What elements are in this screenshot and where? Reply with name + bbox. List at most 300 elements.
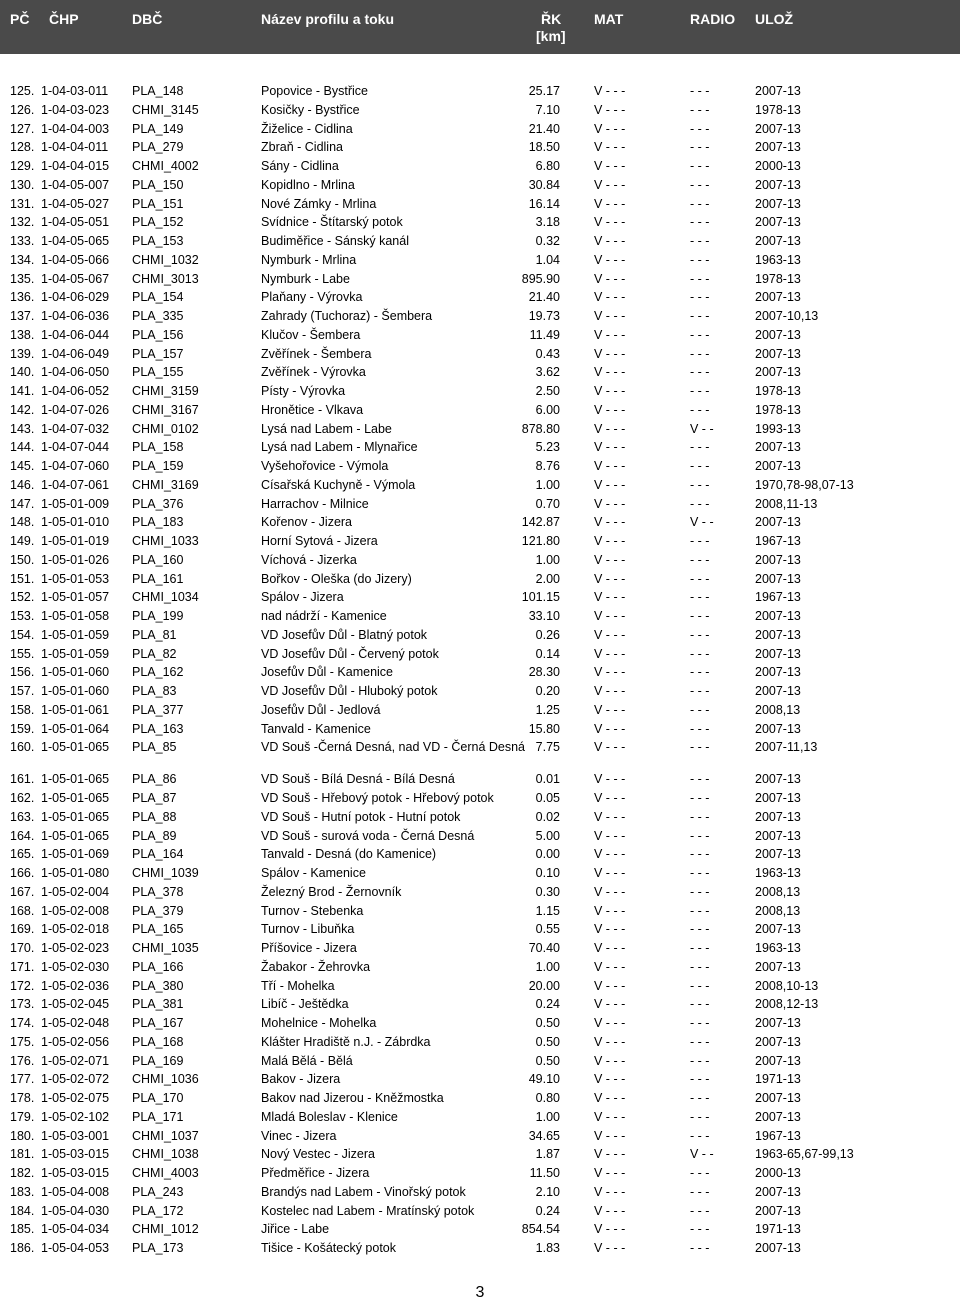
row-number: 172. [10, 978, 35, 993]
row-number: 131. [10, 196, 35, 211]
dbc-code: PLA_160 [132, 552, 184, 567]
table-row [0, 626, 960, 645]
profile-name: Turnov - Libuňka [261, 922, 355, 937]
table-row [0, 195, 960, 214]
chp-code: 1-05-01-019 [41, 534, 110, 548]
chp-code: 1-04-05-065 [41, 234, 110, 248]
storage-years: 2007-13 [755, 959, 801, 974]
profile-name: Kopidlno - Mrlina [261, 177, 355, 192]
chp-code: 1-04-03-023 [41, 102, 110, 117]
river-km: 0.32 [535, 234, 560, 248]
river-km: 3.18 [535, 215, 560, 230]
dbc-code: PLA_171 [132, 1109, 184, 1124]
table-row [0, 738, 960, 770]
chp-code: 1-04-07-032 [41, 421, 110, 436]
mat-flags: V - - - [594, 196, 626, 211]
row-number: 166. [10, 866, 35, 880]
dbc-code: PLA_376 [132, 496, 184, 511]
mat-flags: V - - - [594, 384, 626, 398]
table-row [0, 1108, 960, 1127]
table-row [0, 701, 960, 720]
table-row [0, 101, 960, 120]
dbc-code: PLA_243 [132, 1184, 184, 1199]
profile-name: Železný Brod - Žernovník [261, 884, 402, 899]
mat-flags: V - - - [594, 903, 626, 918]
dbc-code: PLA_172 [132, 1203, 184, 1218]
dbc-code: PLA_183 [132, 515, 184, 530]
storage-years: 2007-10,13 [755, 309, 819, 323]
storage-years: 2007-13 [755, 552, 801, 567]
chp-code: 1-05-01-065 [41, 828, 110, 843]
table-row [0, 157, 960, 176]
mat-flags: V - - - [594, 884, 626, 899]
river-km: 0.00 [535, 847, 560, 862]
dbc-code: CHMI_3145 [132, 102, 199, 117]
river-km: 895.90 [521, 271, 560, 286]
dbc-code: PLA_169 [132, 1053, 184, 1068]
table-row [0, 827, 960, 846]
chp-code: 1-04-06-052 [41, 384, 110, 398]
chp-code: 1-04-07-060 [41, 459, 110, 473]
profile-name: Bořkov - Oleška (do Jizery) [261, 571, 412, 586]
row-number: 134. [10, 252, 35, 267]
storage-years: 2008,13 [755, 702, 801, 717]
dbc-code: PLA_157 [132, 346, 184, 361]
dbc-code: PLA_163 [132, 721, 184, 736]
table-row [0, 939, 960, 958]
profile-name: VD Josefův Důl - Blatný potok [261, 627, 428, 642]
row-number: 151. [10, 571, 35, 586]
row-number: 164. [10, 828, 35, 843]
table-row [0, 138, 960, 157]
profile-name: Žiželice - Cidlina [261, 121, 353, 136]
dbc-code: PLA_153 [132, 234, 184, 248]
storage-years: 2007-13 [755, 515, 801, 530]
table-row [0, 532, 960, 551]
river-km: 101.15 [521, 590, 560, 605]
row-number: 158. [10, 702, 35, 717]
profile-name: VD Souš - Hřebový potok - Hřebový potok [261, 791, 494, 805]
radio-flags: - - - [690, 440, 710, 455]
river-km: 11.49 [529, 327, 560, 342]
radio-flags: - - - [690, 552, 710, 567]
mat-flags: V - - - [594, 922, 626, 937]
profile-name: VD Josefův Důl - Červený potok [261, 646, 439, 661]
river-km: 0.20 [535, 684, 560, 698]
row-number: 146. [10, 477, 35, 492]
mat-flags: V - - - [594, 290, 626, 305]
river-km: 30.84 [528, 177, 560, 192]
storage-years: 2007-13 [755, 922, 801, 937]
storage-years: 2007-13 [755, 847, 801, 862]
radio-flags: - - - [690, 884, 710, 899]
table-row [0, 120, 960, 139]
dbc-code: PLA_378 [132, 884, 184, 899]
row-number: 168. [10, 903, 35, 918]
storage-years: 1971-13 [755, 1222, 801, 1237]
radio-flags: - - - [690, 196, 710, 211]
radio-flags: - - - [690, 903, 710, 918]
dbc-code: PLA_279 [132, 140, 184, 155]
chp-code: 1-04-05-007 [41, 177, 110, 192]
chp-code: 1-05-02-056 [41, 1034, 110, 1049]
mat-flags: V - - - [594, 309, 626, 323]
river-km: 1.00 [535, 477, 560, 492]
river-km: 2.10 [535, 1184, 560, 1199]
row-number: 183. [10, 1184, 35, 1199]
river-km: 0.10 [535, 866, 560, 880]
storage-years: 1971-13 [755, 1072, 801, 1087]
mat-flags: V - - - [594, 959, 626, 974]
radio-flags: - - - [690, 384, 710, 398]
header-radio: RADIO [690, 11, 736, 27]
storage-years: 2007-13 [755, 571, 801, 586]
row-number: 170. [10, 941, 35, 955]
storage-years: 2007-13 [755, 140, 801, 155]
mat-flags: V - - - [594, 1184, 626, 1199]
dbc-code: PLA_380 [132, 978, 184, 993]
dbc-code: CHMI_1038 [132, 1147, 199, 1162]
profile-name: VD Souš - Bílá Desná - Bílá Desná [261, 772, 455, 787]
storage-years: 2008,13 [755, 884, 801, 899]
radio-flags: - - - [690, 590, 710, 605]
chp-code: 1-05-02-075 [41, 1091, 110, 1105]
mat-flags: V - - - [594, 847, 626, 862]
profile-name: Malá Bělá - Bělá [261, 1053, 353, 1068]
mat-flags: V - - - [594, 327, 626, 342]
dbc-code: CHMI_1037 [132, 1128, 199, 1143]
river-km: 1.87 [535, 1147, 560, 1162]
storage-years: 1978-13 [755, 402, 801, 417]
chp-code: 1-04-04-011 [41, 140, 109, 155]
table-row [0, 789, 960, 808]
chp-code: 1-05-03-015 [41, 1166, 110, 1180]
mat-flags: V - - - [594, 1222, 626, 1237]
chp-code: 1-05-01-060 [41, 684, 110, 698]
chp-code: 1-04-07-044 [41, 440, 110, 455]
dbc-code: CHMI_0102 [132, 421, 199, 436]
radio-flags: - - - [690, 571, 710, 586]
chp-code: 1-04-06-050 [41, 365, 110, 380]
profile-name: Zvěřínek - Šembera [261, 346, 372, 361]
storage-years: 2007-13 [755, 627, 801, 642]
river-km: 33.10 [528, 609, 560, 623]
storage-years: 2007-13 [755, 215, 801, 230]
river-km: 0.80 [535, 1091, 560, 1105]
chp-code: 1-05-01-069 [41, 847, 110, 862]
radio-flags: - - - [690, 215, 710, 230]
dbc-code: PLA_89 [132, 828, 177, 843]
table-row [0, 977, 960, 996]
table-row [0, 382, 960, 401]
storage-years: 2008,12-13 [755, 997, 819, 1012]
mat-flags: V - - - [594, 665, 626, 680]
row-number: 136. [10, 290, 35, 305]
radio-flags: - - - [690, 477, 710, 492]
chp-code: 1-04-06-049 [41, 346, 110, 361]
dbc-code: CHMI_3013 [132, 271, 199, 286]
storage-years: 2007-13 [755, 440, 801, 455]
storage-years: 1967-13 [755, 534, 801, 548]
storage-years: 1978-13 [755, 102, 801, 117]
profile-name: Klučov - Šembera [261, 327, 361, 342]
dbc-code: PLA_166 [132, 959, 184, 974]
river-km: 0.01 [535, 772, 560, 787]
table-row [0, 663, 960, 682]
storage-years: 2007-13 [755, 196, 801, 211]
radio-flags: V - - [690, 1147, 714, 1162]
radio-flags: - - - [690, 496, 710, 511]
river-km: 25.17 [528, 84, 560, 98]
table-row [0, 588, 960, 607]
row-number: 133. [10, 234, 35, 248]
radio-flags: - - - [690, 941, 710, 955]
chp-code: 1-05-02-008 [41, 903, 110, 918]
profile-name: Lysá nad Labem - Labe [261, 421, 392, 436]
radio-flags: - - - [690, 121, 710, 136]
river-km: 0.50 [535, 1034, 560, 1049]
row-number: 142. [10, 402, 35, 417]
dbc-code: PLA_159 [132, 459, 184, 473]
storage-years: 1963-13 [755, 941, 801, 955]
mat-flags: V - - - [594, 496, 626, 511]
river-km: 0.70 [535, 496, 560, 511]
table-row [0, 682, 960, 701]
table-row [0, 645, 960, 664]
row-number: 184. [10, 1203, 35, 1218]
table-row [0, 1202, 960, 1221]
storage-years: 2007-13 [755, 1016, 801, 1030]
dbc-code: CHMI_1036 [132, 1072, 199, 1087]
radio-flags: - - - [690, 684, 710, 698]
radio-flags: V - - [690, 421, 714, 436]
storage-years: 2007-13 [755, 365, 801, 380]
table-row [0, 326, 960, 345]
profile-name: Lysá nad Labem - Mlynařice [261, 440, 418, 455]
profile-name: Plaňany - Výrovka [261, 290, 363, 305]
row-number: 160. [10, 740, 35, 755]
mat-flags: V - - - [594, 177, 626, 192]
river-km: 6.80 [535, 159, 560, 173]
profile-name: Tanvald - Kamenice [261, 721, 371, 736]
profile-name: Bakov nad Jizerou - Kněžmostka [261, 1091, 444, 1105]
river-km: 1.83 [535, 1241, 560, 1255]
profile-name: Zvěřínek - Výrovka [261, 365, 366, 380]
profile-name: Žabakor - Žehrovka [261, 959, 371, 974]
radio-flags: - - - [690, 1034, 710, 1049]
table-row [0, 920, 960, 939]
table-row [0, 307, 960, 326]
dbc-code: PLA_377 [132, 702, 184, 717]
storage-years: 2007-13 [755, 234, 801, 248]
dbc-code: PLA_85 [132, 740, 177, 755]
chp-code: 1-05-02-072 [41, 1072, 110, 1087]
profile-name: Popovice - Bystřice [261, 84, 368, 98]
radio-flags: - - - [690, 140, 710, 155]
table-row [0, 720, 960, 739]
row-number: 185. [10, 1222, 35, 1237]
chp-code: 1-05-01-058 [41, 609, 110, 623]
river-km: 21.40 [528, 121, 560, 136]
radio-flags: - - - [690, 847, 710, 862]
dbc-code: PLA_86 [132, 772, 177, 787]
radio-flags: - - - [690, 959, 710, 974]
radio-flags: - - - [690, 159, 710, 173]
profile-name: Kosičky - Bystřice [261, 102, 360, 117]
radio-flags: - - - [690, 609, 710, 623]
table-row [0, 1183, 960, 1202]
radio-flags: - - - [690, 1091, 710, 1105]
profile-name: Jiřice - Labe [261, 1222, 330, 1237]
river-km: 142.87 [521, 515, 560, 530]
storage-years: 1963-13 [755, 252, 801, 267]
chp-code: 1-04-05-067 [41, 271, 110, 286]
row-number: 153. [10, 609, 35, 623]
dbc-code: PLA_381 [132, 997, 184, 1012]
river-km: 0.50 [535, 1016, 560, 1030]
mat-flags: V - - - [594, 791, 626, 805]
dbc-code: CHMI_3159 [132, 384, 199, 398]
row-number: 140. [10, 365, 35, 380]
river-km: 7.10 [535, 102, 560, 117]
row-number: 145. [10, 459, 35, 473]
mat-flags: V - - - [594, 571, 626, 586]
profile-name: Bakov - Jizera [261, 1072, 341, 1087]
row-number: 167. [10, 884, 35, 899]
row-number: 156. [10, 665, 35, 680]
table-row [0, 457, 960, 476]
river-km: 0.55 [535, 922, 560, 937]
mat-flags: V - - - [594, 1072, 626, 1087]
radio-flags: - - - [690, 290, 710, 305]
dbc-code: PLA_161 [132, 571, 184, 586]
radio-flags: - - - [690, 1184, 710, 1199]
mat-flags: V - - - [594, 866, 626, 880]
profile-name: Tišice - Košátecký potok [261, 1241, 397, 1255]
mat-flags: V - - - [594, 102, 626, 117]
row-number: 154. [10, 627, 35, 642]
chp-code: 1-05-02-023 [41, 941, 110, 955]
river-km: 16.14 [528, 196, 560, 211]
storage-years: 2007-13 [755, 665, 801, 680]
table-row [0, 401, 960, 420]
river-km: 878.80 [521, 421, 560, 436]
river-km: 3.62 [535, 365, 560, 380]
header-mat: MAT [594, 11, 624, 27]
chp-code: 1-04-06-044 [41, 327, 110, 342]
river-km: 0.05 [535, 791, 560, 805]
mat-flags: V - - - [594, 440, 626, 455]
chp-code: 1-05-01-065 [41, 791, 110, 805]
dbc-code: PLA_335 [132, 309, 184, 323]
storage-years: 1993-13 [755, 421, 801, 436]
radio-flags: - - - [690, 309, 710, 323]
row-number: 182. [10, 1166, 35, 1180]
table-row [0, 1014, 960, 1033]
radio-flags: - - - [690, 459, 710, 473]
storage-years: 1978-13 [755, 271, 801, 286]
mat-flags: V - - - [594, 234, 626, 248]
mat-flags: V - - - [594, 365, 626, 380]
row-number: 157. [10, 684, 35, 698]
dbc-code: CHMI_4002 [132, 159, 199, 173]
dbc-code: PLA_156 [132, 327, 184, 342]
river-km: 0.30 [535, 884, 560, 899]
header-rk-unit: [km] [536, 28, 566, 44]
river-km: 0.02 [535, 809, 560, 824]
radio-flags: - - - [690, 1166, 710, 1180]
dbc-code: PLA_170 [132, 1091, 184, 1105]
radio-flags: - - - [690, 1222, 710, 1237]
profile-name: Zbraň - Cidlina [261, 140, 343, 155]
header-chp: ČHP [49, 11, 79, 27]
profile-name: Nymburk - Labe [261, 271, 350, 286]
mat-flags: V - - - [594, 1109, 626, 1124]
profile-name: Císařská Kuchyně - Výmola [261, 477, 416, 492]
chp-code: 1-04-05-051 [41, 215, 110, 230]
river-km: 6.00 [535, 402, 560, 417]
storage-years: 2007-11,13 [755, 740, 818, 755]
table-row [0, 1239, 960, 1258]
chp-code: 1-05-02-071 [41, 1053, 110, 1068]
dbc-code: PLA_165 [132, 922, 184, 937]
row-number: 171. [10, 959, 35, 974]
storage-years: 2007-13 [755, 346, 801, 361]
river-km: 11.50 [529, 1166, 560, 1180]
table-row [0, 1089, 960, 1108]
row-number: 143. [10, 421, 35, 436]
profile-name: Horní Sytová - Jizera [261, 534, 378, 548]
river-km: 1.25 [535, 702, 560, 717]
storage-years: 1963-13 [755, 866, 801, 880]
row-number: 152. [10, 590, 35, 605]
storage-years: 2007-13 [755, 809, 801, 824]
dbc-code: CHMI_4003 [132, 1166, 199, 1180]
storage-years: 2000-13 [755, 159, 801, 173]
chp-code: 1-05-01-064 [41, 721, 110, 736]
row-number: 169. [10, 922, 35, 937]
chp-code: 1-04-05-027 [41, 196, 110, 211]
dbc-code: PLA_81 [132, 627, 177, 642]
dbc-code: PLA_167 [132, 1016, 184, 1030]
chp-code: 1-05-01-080 [41, 866, 110, 880]
profile-name: Budiměřice - Sánský kanál [261, 234, 409, 248]
storage-years: 2007-13 [755, 609, 801, 623]
profile-name: Tří - Mohelka [261, 978, 335, 993]
chp-code: 1-05-01-053 [41, 571, 110, 586]
dbc-code: PLA_150 [132, 177, 184, 192]
radio-flags: - - - [690, 327, 710, 342]
river-km: 8.76 [535, 459, 560, 473]
table-row [0, 995, 960, 1014]
radio-flags: - - - [690, 1203, 710, 1218]
radio-flags: - - - [690, 772, 710, 787]
row-number: 155. [10, 646, 35, 661]
chp-code: 1-04-04-003 [41, 121, 110, 136]
dbc-code: PLA_152 [132, 215, 184, 230]
river-km: 70.40 [528, 941, 560, 955]
profile-name: Mohelnice - Mohelka [261, 1016, 377, 1030]
storage-years: 2007-13 [755, 1203, 801, 1218]
dbc-code: PLA_199 [132, 609, 184, 623]
table-row [0, 251, 960, 270]
chp-code: 1-05-02-036 [41, 978, 110, 993]
river-km: 18.50 [528, 140, 560, 155]
mat-flags: V - - - [594, 477, 626, 492]
mat-flags: V - - - [594, 421, 626, 436]
row-number: 129. [10, 159, 35, 173]
mat-flags: V - - - [594, 978, 626, 993]
